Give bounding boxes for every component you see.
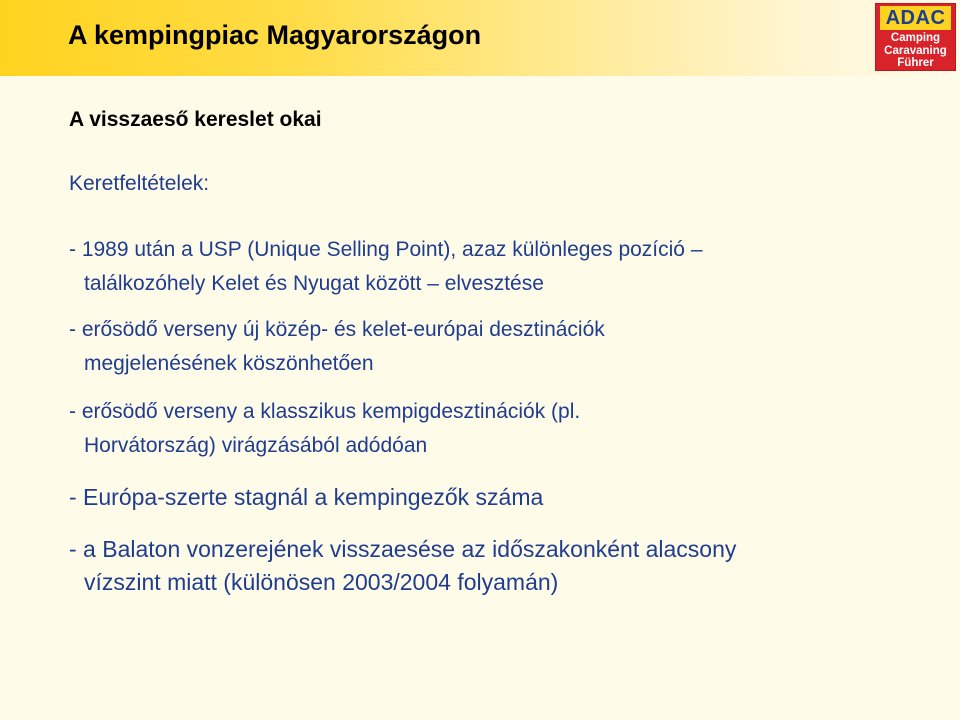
bullet-item: [69, 233, 703, 301]
title-bar: [0, 0, 960, 76]
bullet-line: - a Balaton vonzerejének visszaesése az időszakonként alacsony: [69, 536, 737, 562]
page-title: A kempingpiac Magyarországon: [68, 20, 482, 50]
bullet-line: - erősödő verseny új közép- és kelet-európai desztinációk: [69, 318, 605, 341]
bullet-line: - erősödő verseny a klasszikus kempigdesztinációk (pl.: [69, 400, 581, 423]
bullet-line: megjelenésének köszönhetően: [84, 352, 374, 375]
bullet-line: - Európa-szerte stagnál a kempingezők száma: [69, 484, 544, 510]
bullet-item: [69, 313, 605, 381]
bullet-line: találkozóhely Kelet és Nyugat között – elvesztése: [84, 272, 544, 295]
bullet-line: - 1989 után a USP (Unique Selling Point), azaz különleges pozíció –: [69, 238, 703, 261]
adac-logo: [875, 3, 956, 71]
bullet-item: [69, 480, 543, 514]
section-subtitle: A visszaeső kereslet okai: [69, 108, 322, 131]
bullet-item: [69, 533, 736, 599]
logo-line-3: Führer: [897, 57, 934, 69]
frame-conditions-label: Keretfeltételek:: [69, 172, 210, 195]
bullet-line: vízszint miatt (különösen 2003/2004 folyamán): [84, 569, 559, 595]
logo-line-1: Camping: [890, 32, 941, 44]
logo-line-2: Caravaning: [884, 44, 947, 57]
bullet-item: [69, 395, 580, 463]
logo-main-text: ADAC: [880, 6, 951, 30]
bullet-line: Horvátország) virágzásából adódóan: [84, 434, 428, 457]
